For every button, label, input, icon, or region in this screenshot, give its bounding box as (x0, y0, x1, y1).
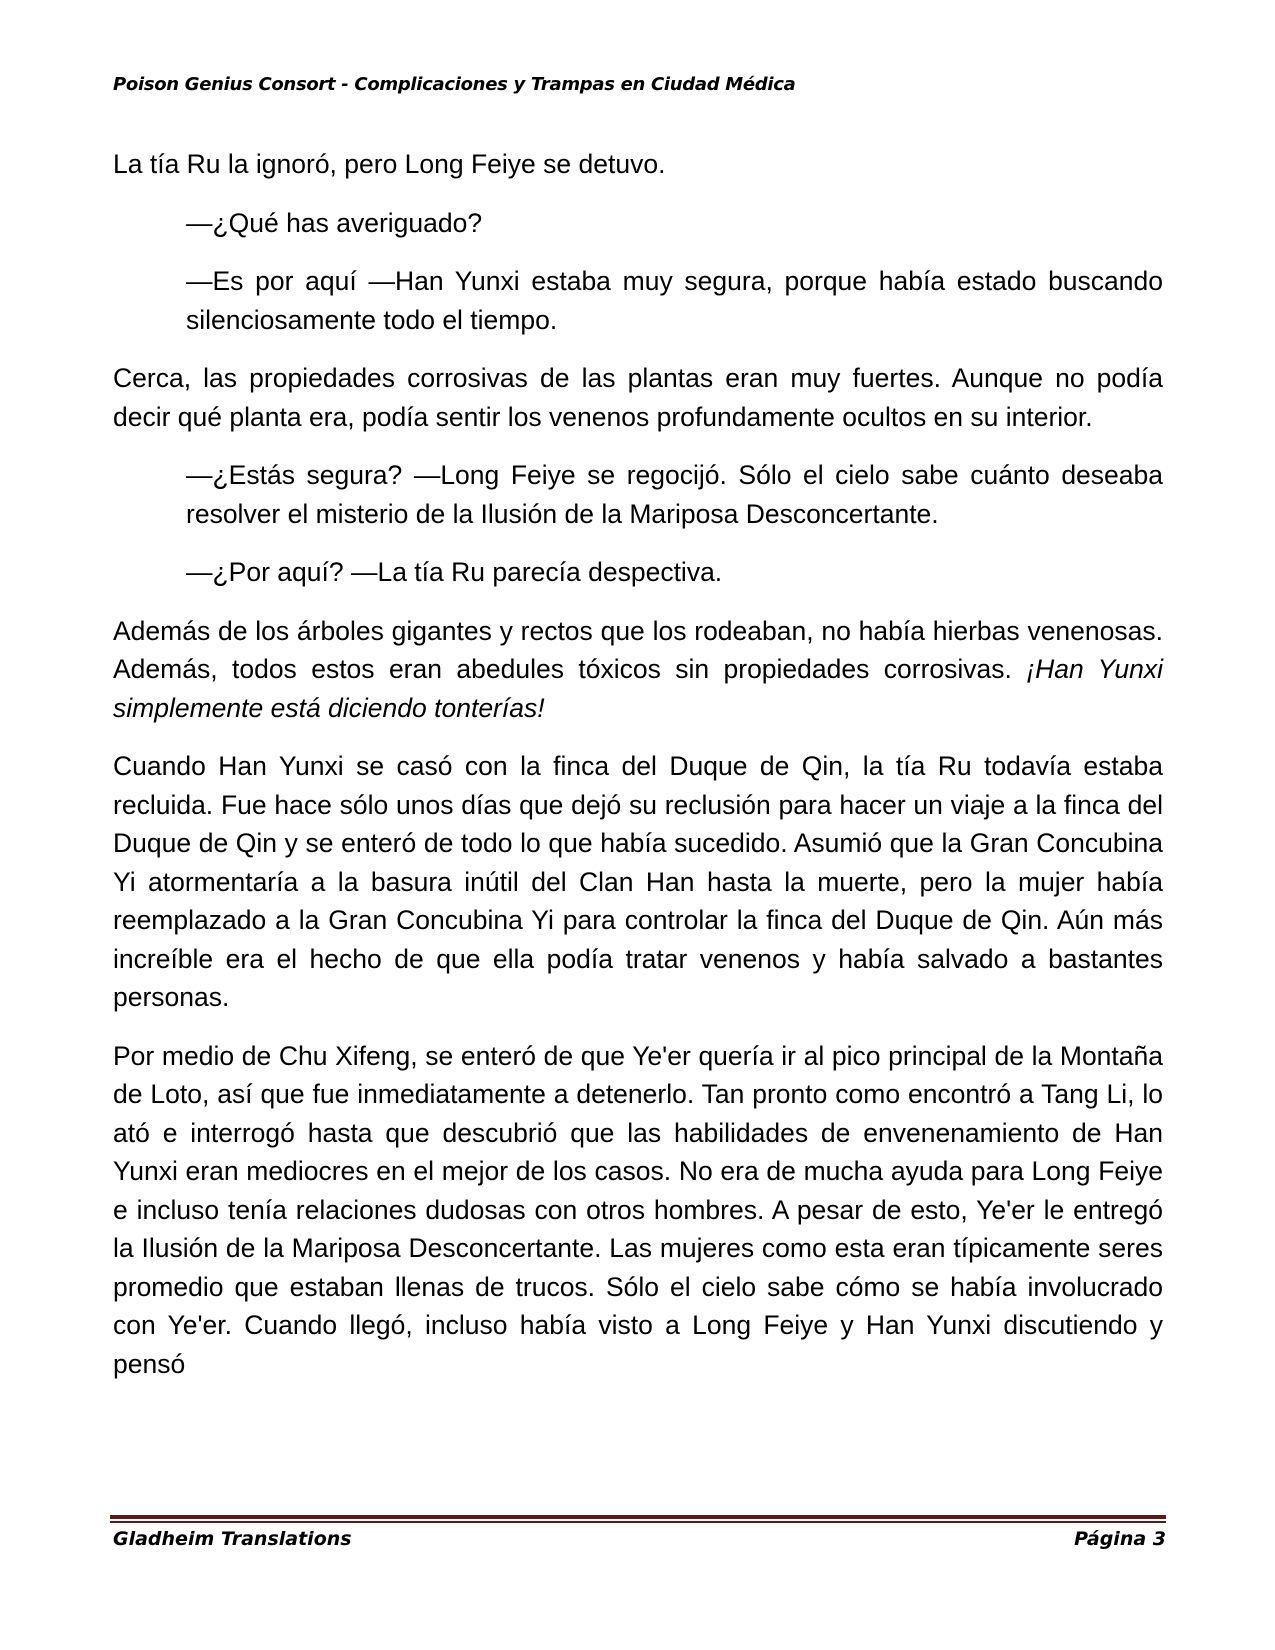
footer-rule-thin (110, 1521, 1166, 1523)
dialog-paragraph: —Es por aquí —Han Yunxi estaba muy segura, porque había estado buscando silenciosamente todo el tiempo. (186, 266, 1163, 335)
paragraph (113, 612, 1163, 728)
paragraph: Cerca, las propiedades corrosivas de las plantas eran muy fuertes. Aunque no podía decir qué planta era, podía sentir los venenos profundamente ocultos en su interior. (113, 363, 1163, 432)
footer-page-number: Página 3 (1074, 1528, 1166, 1550)
paragraph: Cuando Han Yunxi se casó con la finca del Duque de Qin, la tía Ru todavía estaba recluida. Fue hace sólo unos días que dejó su reclusión para hacer un viaje a la finca del Duque de Qin y se enteró de todo lo que había sucedido. Asumió que la Gran Concubina Yi atormentaría a la basura inútil del Clan Han hasta la muerte, pero la mujer había reemplazado a la Gran Concubina Yi para controlar la finca del Duque de Qin. Aún más increíble era el hecho de que ella podía tratar venenos y había salvado a bastantes personas. (113, 751, 1163, 1012)
dialog-paragraph: —¿Por aquí? —La tía Ru parecía despectiva. (186, 557, 723, 587)
running-header-title: Poison Genius Consort - Complicaciones y Trampas en Ciudad Médica (113, 74, 796, 95)
dialog-paragraph: —¿Estás segura? —Long Feiye se regocijó. Sólo el cielo sabe cuánto deseaba resolver el misterio de la Ilusión de la Mariposa Desconcertante. (186, 460, 1163, 529)
paragraph: La tía Ru la ignoró, pero Long Feiye se detuvo. (113, 149, 666, 179)
footer-publisher: Gladheim Translations (113, 1528, 352, 1550)
footer-rule-thick (110, 1515, 1166, 1519)
italic-thought: ¡Han Yunxi simplemente está diciendo tonterías! (113, 654, 1163, 723)
footer-rule (110, 1515, 1166, 1523)
dialog-paragraph: —¿Qué has averiguado? (186, 207, 483, 238)
paragraph: Por medio de Chu Xifeng, se enteró de que Ye'er quería ir al pico principal de la Montaña de Loto, así que fue inmediatamente a detenerlo. Tan pronto como encontró a Tang Li, lo ató e interrogó hasta que descubrió que las habilidades de envenenamiento de Han Yunxi eran mediocres en el mejor de los casos. No era de mucha ayuda para Long Feiye e incluso tenía relaciones dudosas con otros hombres. A pesar de esto, Ye'er le entregó la Ilusión de la Mariposa Desconcertante. Las mujeres como esta eran típicamente seres promedio que estaban llenas de trucos. Sólo el cielo sabe cómo se había involucrado con Ye'er. Cuando llegó, incluso había visto a Long Feiye y Han Yunxi discutiendo y pensó (113, 1040, 1163, 1379)
body-text (113, 145, 1163, 1403)
paragraph-text: Además de los árboles gigantes y rectos que los rodeaban, no había hierbas venenosas. Además, todos estos eran abedules tóxicos sin propiedades corrosivas. (113, 615, 1163, 684)
